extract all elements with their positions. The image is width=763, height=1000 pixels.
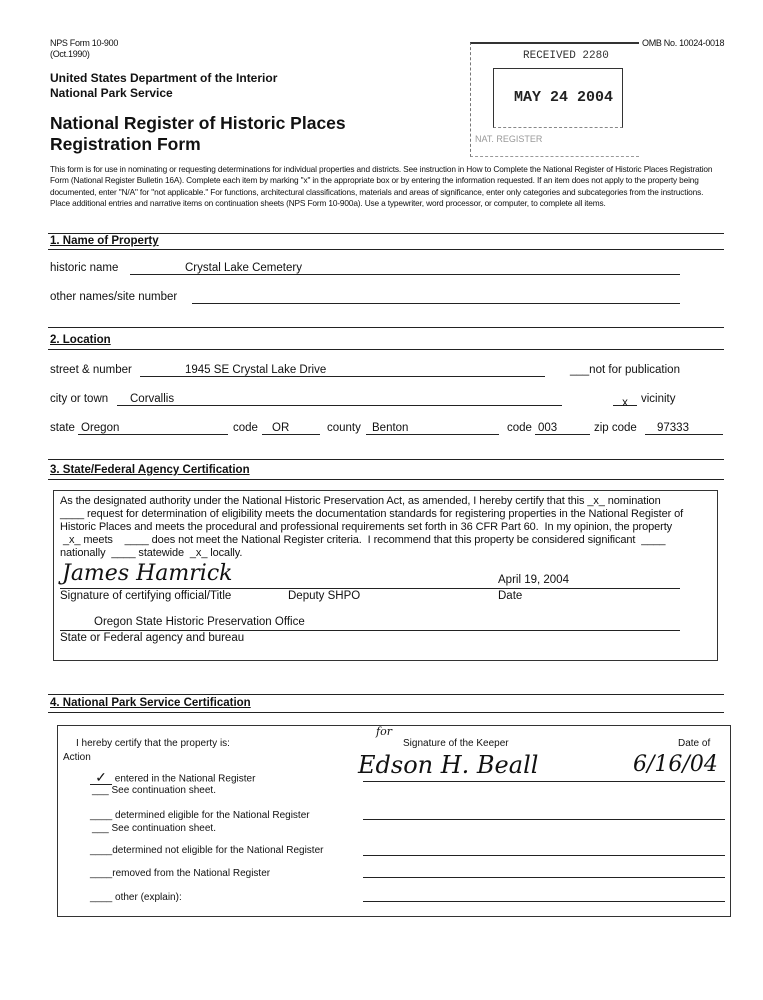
nps-certification-box: [57, 725, 731, 917]
keeper-for: for: [376, 725, 392, 738]
option-eligible[interactable]: ____ determined eligible for the National Register: [90, 810, 310, 821]
page-title: National Register of Historic Places: [50, 113, 346, 133]
option-entered-continuation[interactable]: ___ See continuation sheet.: [92, 785, 216, 796]
department: United States Department of the Interior: [50, 71, 278, 85]
historic-name-value: Crystal Lake Cemetery: [185, 262, 302, 274]
cert-line: ____ request for determination of eligibility meets the documentation standards for registering properties in the National Register of: [60, 508, 684, 520]
state-value: Oregon: [81, 422, 120, 434]
agency-value: Oregon State Historic Preservation Office: [94, 616, 305, 628]
option-not-eligible[interactable]: ____determined not eligible for the National Register: [90, 845, 324, 856]
date-of-action-label: Date of: [678, 738, 711, 749]
agency-label: State or Federal agency and bureau: [60, 632, 245, 644]
section4-heading: 4. National Park Service Certification: [50, 697, 251, 709]
county-field[interactable]: [366, 422, 499, 435]
page-subtitle: Registration Form: [50, 134, 201, 154]
option-removed[interactable]: ____removed from the National Register: [90, 868, 271, 879]
state-code-label: code: [233, 422, 258, 434]
date-label: Date: [498, 590, 523, 602]
city-label: city or town: [50, 393, 109, 405]
zip-label: zip code: [594, 422, 637, 434]
county-value: Benton: [372, 422, 409, 434]
street-label: street & number: [50, 364, 132, 376]
signature-label: Signature of certifying official/Title: [60, 590, 232, 602]
cert-date: April 19, 2004: [498, 574, 569, 586]
county-code-label: code: [507, 422, 532, 434]
state-code-field[interactable]: [262, 422, 320, 435]
state-field[interactable]: [78, 422, 228, 435]
vicinity-checkbox[interactable]: [613, 393, 637, 409]
section1-heading: 1. Name of Property: [50, 235, 159, 247]
form-number: NPS Form 10-900: [50, 38, 119, 48]
action-date: 6/16/04: [633, 752, 718, 777]
stamp-date: MAY 24 2004: [514, 89, 614, 106]
cert-line: nationally ____ statewide _x_ locally.: [60, 547, 243, 559]
instructions: This form is for use in nominating or requesting determinations for individual properties and districts. See instruction in How to Complete the National Register of Historic Places Registration Form (National Register Bulletin 16A). Complete each item by marking "x" in the appropriate box or by entering the information requested. If an item does not apply to the property being documented, enter "N/A" for "not applicable." For functions, architectural classifications, materials and areas of significance, enter only categories and subcategories from the instructions. Place additional entries and narrative items on continuation sheets (NPS Form 10-900a). Use a typewriter, word processor, or computer, to complete all items.: [50, 164, 713, 208]
option-other[interactable]: ____ other (explain):: [90, 892, 182, 903]
vicinity-label: vicinity: [641, 393, 676, 405]
omb-number: OMB No. 10024-0018: [642, 38, 725, 48]
form-date: (Oct.1990): [50, 49, 90, 59]
keeper-label: Signature of the Keeper: [403, 738, 509, 749]
zip-field[interactable]: [645, 422, 723, 435]
received-stamp: [470, 42, 639, 157]
historic-name-field[interactable]: [130, 262, 680, 275]
official-title: Deputy SHPO: [288, 590, 361, 602]
section3-heading: 3. State/Federal Agency Certification: [50, 464, 250, 476]
option-label: determined eligible for the National Register: [115, 810, 310, 821]
option-sub-label: See continuation sheet.: [111, 823, 216, 834]
state-code-value: OR: [272, 422, 290, 434]
option-entered[interactable]: [90, 770, 255, 785]
keeper-signature: Edson H. Beall: [358, 751, 539, 779]
option-label: other (explain):: [115, 892, 182, 903]
service: National Park Service: [50, 86, 173, 100]
vicinity-mark: x: [622, 397, 628, 409]
action-label: Action: [63, 752, 91, 763]
cert-line: As the designated authority under the National Historic Preservation Act, as amended, I hereby certify that this _x_ nomination: [60, 495, 661, 507]
county-label: county: [327, 422, 361, 434]
option-label: entered in the National Register: [114, 773, 256, 785]
stamp-register: NAT. REGISTER: [475, 134, 543, 144]
other-names-field[interactable]: [192, 291, 680, 304]
checkmark-icon: ✓: [90, 770, 112, 785]
option-sub-label: See continuation sheet.: [111, 785, 216, 796]
street-value: 1945 SE Crystal Lake Drive: [185, 364, 327, 376]
option-eligible-continuation[interactable]: ___ See continuation sheet.: [92, 823, 216, 834]
section2-heading: 2. Location: [50, 334, 111, 346]
stamp-received: RECEIVED 2280: [523, 50, 609, 62]
street-field[interactable]: [140, 364, 545, 377]
state-certification-box: [53, 490, 718, 661]
county-code-field[interactable]: [535, 422, 590, 435]
option-label: removed from the National Register: [112, 868, 271, 879]
county-code-value: 003: [538, 422, 558, 434]
nps-intro: I hereby certify that the property is:: [76, 738, 230, 749]
not-for-publication[interactable]: ___not for publication: [570, 364, 680, 376]
other-names-label: other names/site number: [50, 291, 178, 303]
state-label: state: [50, 422, 75, 434]
cert-line: _x_ meets ____ does not meet the National Register criteria. I recommend that this property be considered significant ____: [60, 534, 666, 546]
option-label: determined not eligible for the National Register: [112, 845, 324, 856]
cert-line: Historic Places and meets the procedural and professional requirements set forth in 36 CFR Part 60. In my opinion, the property: [60, 521, 673, 533]
city-value: Corvallis: [130, 393, 175, 405]
historic-name-label: historic name: [50, 262, 119, 274]
city-field[interactable]: [117, 393, 562, 406]
zip-value: 97333: [657, 422, 689, 434]
certifying-signature: James Hamrick: [62, 561, 233, 586]
